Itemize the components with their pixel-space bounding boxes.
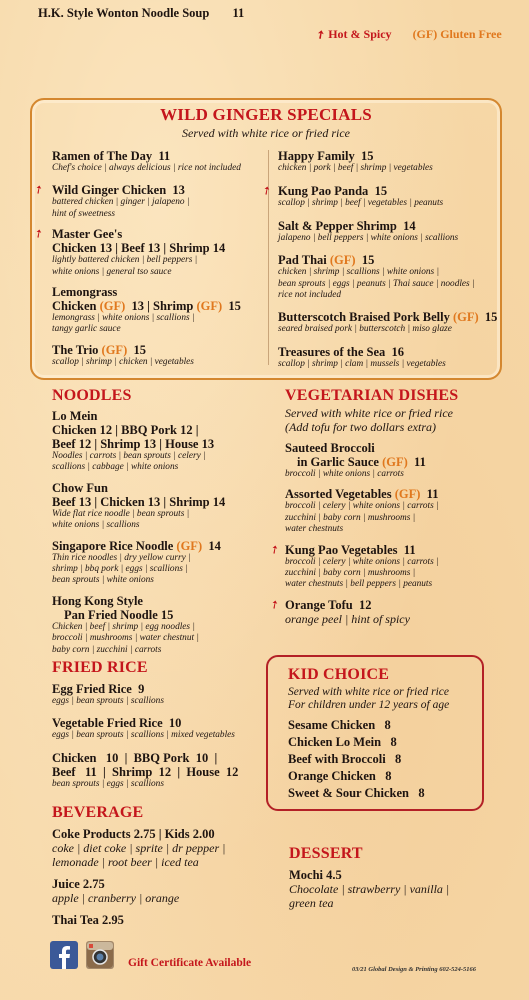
item-name: The Trio [52,342,99,357]
item-prices: Chicken 12 | BBQ Pork 12 | [52,423,199,437]
item-name: Wild Ginger Chicken [52,183,167,198]
dessert-section [289,845,489,910]
menu-item [259,183,493,209]
item-desc: bean sprouts | eggs | scallions [52,778,164,789]
item-desc: lemonade | root beer | iced tea [52,855,199,869]
kid-item: Beef with Broccoli 8 [288,752,402,766]
kid-item: Sesame Chicken 8 [288,718,391,732]
vegetarian-subtitle: Served with white rice or fried rice [285,406,453,420]
item-name: Lemongrass [52,285,118,300]
menu-item [52,409,267,474]
chili-pepper-icon: ➚ [31,182,47,198]
item-price: 14 [208,538,221,553]
gf-tag: (GF) [394,487,421,502]
menu-item [52,716,267,741]
menu-item [52,539,267,587]
menu-item [31,182,264,220]
chili-pepper-icon: ➚ [259,183,275,199]
fried-rice-section [52,659,267,790]
item-name: Master Gee's [52,227,123,242]
item-name: Salt & Pepper Shrimp [278,218,397,233]
item-desc: seared braised pork | butterscotch | miso glaze [278,324,452,335]
menu-item [278,345,493,370]
menu-item [52,682,267,707]
item-prices: Beef 12 | Shrimp 13 | House 13 [52,437,215,451]
item-desc: green tea [289,896,334,910]
kid-choice-subtitle: Served with white rice or fried rice [288,686,449,698]
item-prices: Beef 11 | Shrimp 12 | House 12 [52,764,239,779]
item-prices: Beef 13 | Chicken 13 | Shrimp 14 [52,494,226,509]
gf-tag: (GF) [382,455,408,469]
item-price: 16 [391,344,405,359]
specials-title: WILD GINGER SPECIALS [160,105,372,124]
item-desc: rice not included [278,290,341,301]
menu-item [52,343,264,368]
vegetarian-subtitle: (Add tofu for two dollars extra) [285,420,436,434]
item-name: Butterscotch Braised Pork Belly [278,310,450,325]
item-desc: coke | diet coke | sprite | dr pepper | [52,841,226,855]
item-desc: Wide flat rice noodle | bean sprouts | [52,508,190,519]
wonton-soup-name: H.K. Style Wonton Noodle Soup [38,6,210,20]
legend-gluten-free: (GF) Gluten Free [412,27,502,41]
item-name: Chow Fun [52,480,108,495]
specials-left-column [31,149,264,368]
item-price: 15 [133,342,146,357]
item-name: Vegetable Fried Rice [52,716,163,731]
item-desc: water chestnuts | bell peppers | peanuts [285,579,433,590]
item-desc: eggs | bean sprouts | scallions | mixed vegetables [52,730,235,741]
item-prices: Chicken 10 | BBQ Pork 10 | [52,750,218,765]
item-name: Happy Family [278,149,355,163]
item-name: Singapore Rice Noodle [52,538,174,553]
menu-item [52,751,267,790]
kid-item: Sweet & Sour Chicken 8 [288,786,425,800]
item-price: 15 [361,149,374,163]
coke-products: Coke Products 2.75 | Kids 2.00 [52,827,215,841]
gf-tag: (GF) [101,342,128,357]
kid-item: Orange Chicken 8 [288,769,392,783]
item-desc: chicken | shrimp | scallions | white onions | [278,267,440,278]
item-desc: zucchini | baby corn | mushrooms | [285,512,416,523]
item-desc: white onions | scallions [52,520,140,531]
item-desc: shrimp | bbq pork | eggs | scallions | [52,564,188,575]
menu-item [278,253,493,301]
noodles-section [52,387,267,656]
item-price: 14 [403,218,416,233]
kid-choice-section [288,666,478,802]
item-desc: zucchini | baby corn | mushrooms | [285,568,416,579]
gf-tag: (GF) [452,310,479,325]
item-name: Kung Pao Panda [278,184,369,199]
legend [313,27,502,43]
item-name: Kung Pao Vegetables [285,542,398,557]
item-desc: scallions | cabbage | white onions [52,462,179,473]
specials-right-column [259,149,498,370]
item-desc: broccoli | celery | white onions | carrots | [285,501,439,512]
menu-item [278,219,493,244]
chili-pepper-icon: ➚ [31,226,47,242]
printer-credit: 03/21 Global Design & Printing 602-524-5166 [352,966,477,973]
wonton-soup-price: 11 [232,6,245,20]
item-desc: bean sprouts | eggs | peanuts | Thai sauce | noodles | [278,278,475,289]
item-price: 15 [361,253,375,268]
item-name: Egg Fried Rice [52,682,132,696]
item-price: 11 [403,542,416,557]
item-name: Assorted Vegetables [285,487,392,502]
legend-hot-spicy: Hot & Spicy [328,27,392,41]
item-price: 15 [484,310,498,325]
item-desc: lemongrass | white onions | scallions | [52,313,195,324]
item-name: Ramen of The Day [52,149,153,163]
item-desc: lightly battered chicken | bell peppers | [52,255,198,266]
kid-choice-title: KID CHOICE [288,666,390,683]
noodles-title: NOODLES [52,387,132,404]
item-desc: Chicken | beef | shrimp | egg noodles | [52,621,195,632]
menu-item [52,285,264,336]
item-prices: Chicken 13 | Beef 13 | Shrimp 14 [52,241,226,256]
item-desc: scallop | shrimp | chicken | vegetables [52,356,194,367]
item-desc: scallop | shrimp | clam | mussels | vegetables [278,358,446,369]
menu-item [278,149,493,174]
vegetarian-section [267,387,500,626]
item-price: 9 [138,682,145,696]
item-desc: water chestnuts [285,524,344,535]
menu-item [278,310,498,335]
kid-choice-subtitle: For children under 12 years of age [288,699,450,711]
item-desc: chicken | pork | beef | shrimp | vegetables [278,163,433,173]
beverage-section [52,804,267,927]
item-name: Pan Fried Noodle 15 [64,607,174,622]
item-name: in Garlic Sauce [297,455,379,469]
vegetarian-title: VEGETARIAN DISHES [285,387,459,404]
item-price: 15 [374,184,388,199]
item-desc: apple | cranberry | orange [52,891,180,905]
item-desc: broccoli | mushrooms | water chestnut | [52,633,199,644]
juice: Juice 2.75 [52,877,105,891]
item-name: Hong Kong Style [52,593,143,608]
facebook-icon[interactable] [50,941,78,969]
wonton-soup-item [38,6,244,21]
specials-subtitle: Served with white rice or fried rice [182,126,350,140]
item-name: Pad Thai [278,253,327,268]
item-desc: eggs | bean sprouts | scallions [52,696,164,706]
item-desc: white onions | general tso sauce [52,266,172,277]
item-desc: broccoli | white onions | carrots [285,469,404,479]
menu-item [267,541,500,591]
item-desc: hint of sweetness [52,208,116,219]
chili-pepper-icon: ➚ [313,27,329,43]
item-price: 10 [168,716,182,731]
specials-header [30,105,502,141]
menu-item [52,149,264,174]
kid-item: Chicken Lo Mein 8 [288,735,397,749]
menu-item [52,594,267,656]
item-desc: scallop | shrimp | beef | vegetables | peanuts [278,198,444,209]
item-price: 13 [172,183,185,198]
menu-item [267,597,500,626]
item-name: Lo Mein [52,409,98,423]
menu-item [31,226,264,278]
item-desc: Thin rice noodles | dry yellow curry | [52,552,191,563]
menu-item [52,481,267,532]
item-desc: Noodles | carrots | bean sprouts | celery | [52,451,206,461]
item-desc: orange peel | hint of spicy [285,611,410,626]
item-desc: Chocolate | strawberry | vanilla | [289,882,450,896]
gf-tag: (GF) [176,538,203,553]
item-price: 11 [158,149,171,163]
fried-rice-title: FRIED RICE [52,659,148,676]
item-desc: broccoli | celery | white onions | carrots | [285,556,439,567]
chili-pepper-icon: ➚ [267,541,283,558]
gf-tag: (GF) [196,299,223,314]
item-price: 12 [358,597,372,612]
item-desc: bean sprouts | white onions [52,575,154,586]
item-price: 11 [414,455,426,469]
item-desc: baby corn | zucchini | carrots [52,644,162,655]
item-desc: jalapeno | bell peppers | white onions | scallions [278,232,459,243]
gift-certificate: Gift Certificate Available [128,957,252,969]
item-desc: battered chicken | ginger | jalapeno | [52,197,190,208]
thai-tea: Thai Tea 2.95 [52,913,124,927]
gf-tag: (GF) [329,253,356,268]
mochi: Mochi 4.5 [289,868,342,882]
dessert-title: DESSERT [289,845,363,862]
menu-item [285,441,500,480]
item-prices: Chicken (GF) 13 | Shrimp (GF) 15 [52,299,241,314]
item-name: Orange Tofu [285,597,353,612]
chili-pepper-icon: ➚ [267,597,283,613]
instagram-icon[interactable] [86,941,114,969]
item-name: Sauteed Broccoli [285,441,375,455]
gf-tag: (GF) [99,299,126,314]
beverage-title: BEVERAGE [52,804,144,821]
specials-divider [268,150,269,365]
menu-item [285,487,500,535]
item-desc: Chef's choice | always delicious | rice not included [52,163,241,173]
item-desc: tangy garlic sauce [52,324,121,335]
item-price: 11 [426,487,439,502]
item-name: Treasures of the Sea [278,344,386,359]
